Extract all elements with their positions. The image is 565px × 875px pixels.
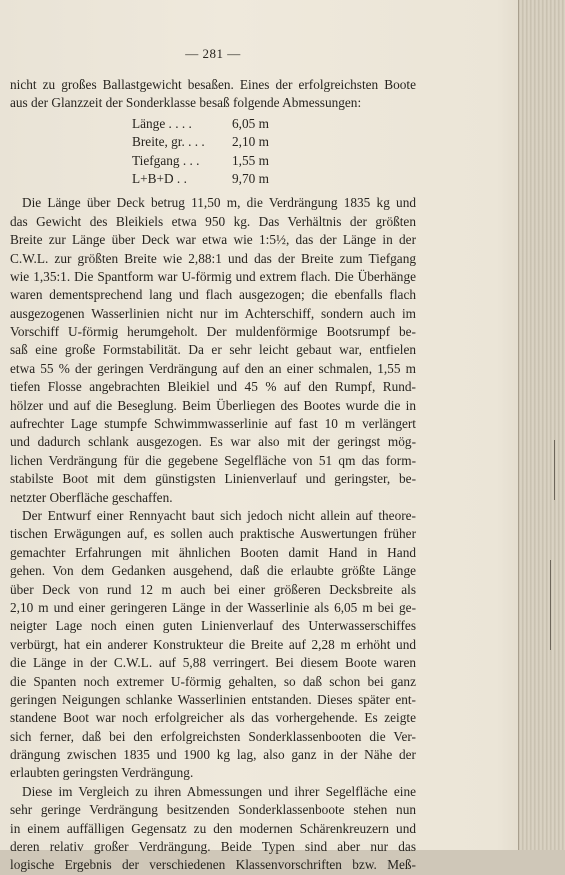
text-line: tiefen Flosse angebrachten Bleikiel und 45 % auf den Rumpf, Rund-	[10, 379, 416, 395]
text-line: Die Länge über Deck betrug 11,50 m, die Verdrängung 1835 kg und	[22, 195, 416, 211]
text-line: gehen. Von dem Gedanken ausgehend, daß die erlaubte größte Länge	[10, 563, 416, 579]
text-line: sich ferner, daß bei den erfolgreichsten Sonderklassenbooten die Ver-	[10, 728, 416, 744]
dimension-label: Tiefgang . . .	[132, 152, 200, 168]
dimension-value: 6,05 m	[232, 115, 269, 131]
paragraph	[10, 783, 416, 875]
text-line: stabilste Boot mit dem günstigsten Linienverlauf und geringster, be-	[10, 471, 416, 487]
dimension-value: 9,70 m	[232, 170, 269, 186]
text-line: die Länge in der C.W.L. auf 5,88 verringert. Bei diesem Boote waren	[10, 655, 416, 671]
text-line: 2,10 m und einer geringeren Länge in der Wasserlinie als 6,05 m bei ge-	[10, 599, 416, 615]
text-line: Diese im Vergleich zu ihren Abmessungen und ihrer Segelfläche eine	[22, 783, 416, 799]
text-line: über Deck von rund 12 m auch bei einer größeren Decksbreite als	[10, 581, 416, 597]
text-line: deren relativ großer Verdrängung. Beide Typen sind aber nur das	[10, 839, 416, 855]
dimension-label: Länge . . . .	[132, 115, 192, 131]
dimension-row	[132, 152, 292, 170]
text-line: geringen Neigungen schlanke Wasserlinien entstanden. Dieses später ent-	[10, 691, 416, 707]
body-text	[10, 194, 416, 874]
text-line: in einem auffälligen Gegensatz zu den modernen Schärenkreuzern und	[10, 820, 416, 836]
text-line: drängung zwischen 1835 und 1900 kg lag, also ganz in der Nähe der	[10, 747, 416, 763]
dimension-row	[132, 170, 292, 188]
text-line: die Spanten noch extremer U-förmig gehalten, so daß schon bei ganz	[10, 673, 416, 689]
text-line: standene Boot war noch erfolgreicher als das vorhergehende. Es zeigte	[10, 710, 416, 726]
text-line: lichen Verdrängung für die gegebene Segelfläche von 51 qm das form-	[10, 452, 416, 468]
text-line: tischen Erwägungen auf, es sollen auch praktische Auswertungen früher	[10, 526, 416, 542]
text-line: neigter Lage noch einen guten Linienverlauf des Unterwasserschiffes	[10, 618, 416, 634]
text-line: logische Ergebnis der verschiedenen Klassenvorschriften bzw. Meß-	[10, 857, 416, 873]
paragraph	[10, 194, 416, 507]
text-line: und dadurch schlank ausgezogen. Es war also mit der geringst mög-	[10, 434, 416, 450]
text-block	[10, 46, 416, 875]
text-line: Breite zur Länge über Deck war etwa wie 1:5½, das der Länge in der	[10, 232, 416, 248]
dimensions-table	[132, 115, 292, 189]
text-line: verbürgt, hat ein anderer Konstrukteur die Breite auf 2,28 m erhöht und	[10, 636, 416, 652]
paragraph	[10, 507, 416, 783]
text-line: wie 1,35:1. Die Spantform war U-förmig und extrem flach. Die Überhänge	[10, 268, 416, 284]
text-line: sehr geringe Verdrängung besitzenden Sonderklassenboote stehen nun	[10, 802, 416, 818]
text-line: waren dementsprechend lang und flach ausgezogen; die ebenfalls flach	[10, 287, 416, 303]
text-line: erlaubten geringsten Verdrängung.	[10, 765, 194, 781]
text-line: gemachter Erfahrungen mit ähnlichen Booten damit Hand in Hand	[10, 544, 416, 560]
text-line: etwa 55 % der geringen Verdrängung auf den an einer schmalen, 1,55 m	[10, 360, 416, 376]
dimension-label: Breite, gr. . . .	[132, 134, 205, 150]
text-line: nicht zu großes Ballastgewicht besaßen. Eines der erfolgreichsten Boote	[10, 77, 416, 92]
text-line: Der Entwurf einer Rennyacht baut sich jedoch nicht allein auf theore-	[22, 507, 416, 523]
text-line: Vorschiff U-förmig herumgeholt. Der muldenförmige Bootsrumpf be-	[10, 324, 416, 340]
text-line: netzter Oberfläche geschaffen.	[10, 489, 173, 505]
intro-text	[10, 76, 416, 113]
text-line: hölzer und auf die Beseglung. Beim Überliegen des Bootes wurde die in	[10, 397, 416, 413]
page-stack-edge	[518, 0, 565, 850]
dimension-label: L+B+D . .	[132, 170, 187, 186]
text-line: C.W.L. zur größten Breite wie 2,88:1 und das der Breite zum Tiefgang	[10, 250, 416, 266]
text-line: das Gewicht des Bleikiels etwa 950 kg. Das Verhältnis der größten	[10, 213, 416, 229]
page-number: — 281 —	[185, 46, 241, 61]
edge-mark	[550, 560, 551, 650]
dimension-value: 1,55 m	[232, 152, 269, 168]
dimension-row	[132, 133, 292, 151]
text-line: ausgezogenen Wasserlinien nicht nur im Achterschiff, sondern auch im	[10, 305, 416, 321]
edge-mark	[554, 440, 555, 500]
text-line: aufrechter Lage stumpfe Schwimmwasserlinie auf fast 10 m verlängert	[10, 416, 416, 432]
text-line: aus der Glanzzeit der Sonderklasse besaß folgende Abmessungen:	[10, 95, 362, 111]
text-line: saß eine große Formstabilität. Da er sehr leicht gebaut war, entfielen	[10, 342, 416, 358]
dimension-row	[132, 115, 292, 133]
dimension-value: 2,10 m	[232, 134, 269, 150]
